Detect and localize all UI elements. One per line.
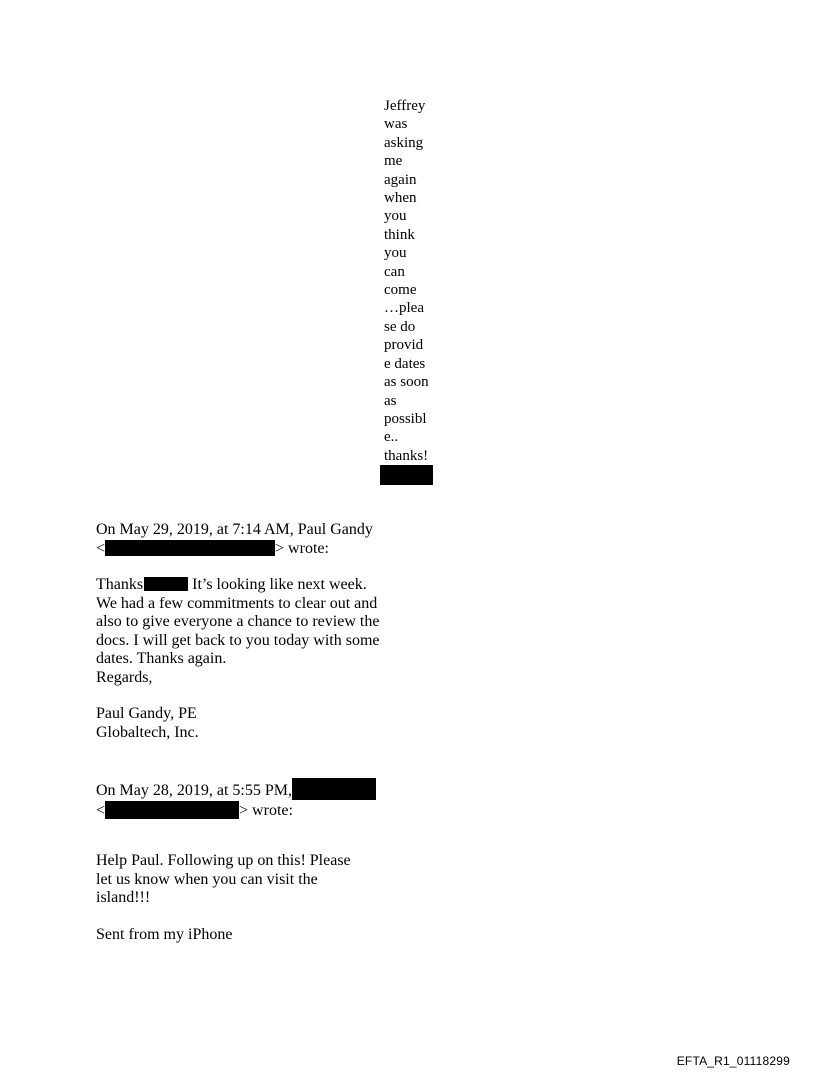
redacted-email-block	[105, 801, 239, 819]
body-line	[96, 576, 380, 595]
message-line: think	[384, 226, 415, 243]
message-line: provid	[384, 337, 424, 354]
message-line: when	[384, 190, 417, 207]
signature-company: Globaltech, Inc.	[96, 723, 199, 741]
quote1-header	[96, 521, 373, 558]
quote1-signature	[96, 705, 199, 742]
angle-open: <	[96, 801, 106, 819]
message-line: come	[384, 282, 417, 299]
angle-open: <	[96, 539, 106, 557]
quote-header-line	[96, 801, 376, 821]
message-line: e dates	[384, 355, 426, 372]
wrote-label: > wrote:	[239, 801, 293, 819]
body-line: docs. I will get back to you today with some	[96, 631, 380, 649]
message-line: e..	[384, 429, 399, 446]
message-line: thanks!	[384, 447, 429, 464]
redacted-email-block	[105, 540, 275, 556]
message-line: …plea	[384, 300, 424, 317]
body-line: We had a few commitments to clear out and	[96, 594, 378, 612]
redacted-name-block	[144, 577, 188, 591]
message-line: was	[384, 116, 408, 133]
redacted-sender-block	[292, 778, 376, 800]
quote1-body	[96, 576, 380, 688]
message-line: possibl	[384, 410, 427, 427]
sent-from-line: Sent from my iPhone	[96, 926, 233, 943]
quote-header-line	[96, 540, 373, 559]
body-text: It’s looking like next week.	[188, 576, 367, 593]
message-line: asking	[384, 134, 424, 151]
thanks-word: Thanks	[96, 576, 144, 593]
signature-name: Paul Gandy, PE	[96, 705, 197, 722]
message-line: can	[384, 263, 405, 280]
redacted-signature-block	[380, 465, 433, 485]
body-line: let us know when you can visit the	[96, 870, 318, 888]
body-line: Help Paul. Following up on this! Please	[96, 852, 351, 869]
document-id-footer: EFTA_R1_01118299	[676, 1054, 790, 1068]
message-line: you	[384, 208, 407, 225]
quote2-body	[96, 852, 351, 908]
message-line: as	[384, 392, 397, 409]
body-line: also to give everyone a chance to review the	[96, 613, 380, 631]
wrote-label: > wrote:	[275, 539, 329, 557]
quote-header-line	[96, 778, 376, 801]
quote2-sent-from	[96, 926, 232, 945]
message-line: again	[384, 171, 417, 188]
body-line: dates. Thanks again.	[96, 650, 227, 668]
message-line: me	[384, 153, 403, 170]
message-line: se do	[384, 318, 416, 335]
message-line: as soon	[384, 374, 429, 391]
body-line: island!!!	[96, 889, 151, 907]
message-line: you	[384, 245, 407, 262]
quote-header-line: On May 29, 2019, at 7:14 AM, Paul Gandy	[96, 521, 373, 538]
message-line: Jeffrey	[384, 98, 426, 114]
quote-date-text: On May 28, 2019, at 5:55 PM,	[96, 782, 292, 799]
regards-line: Regards,	[96, 668, 153, 686]
quote2-header	[96, 778, 376, 820]
latest-reply-message	[384, 97, 444, 465]
